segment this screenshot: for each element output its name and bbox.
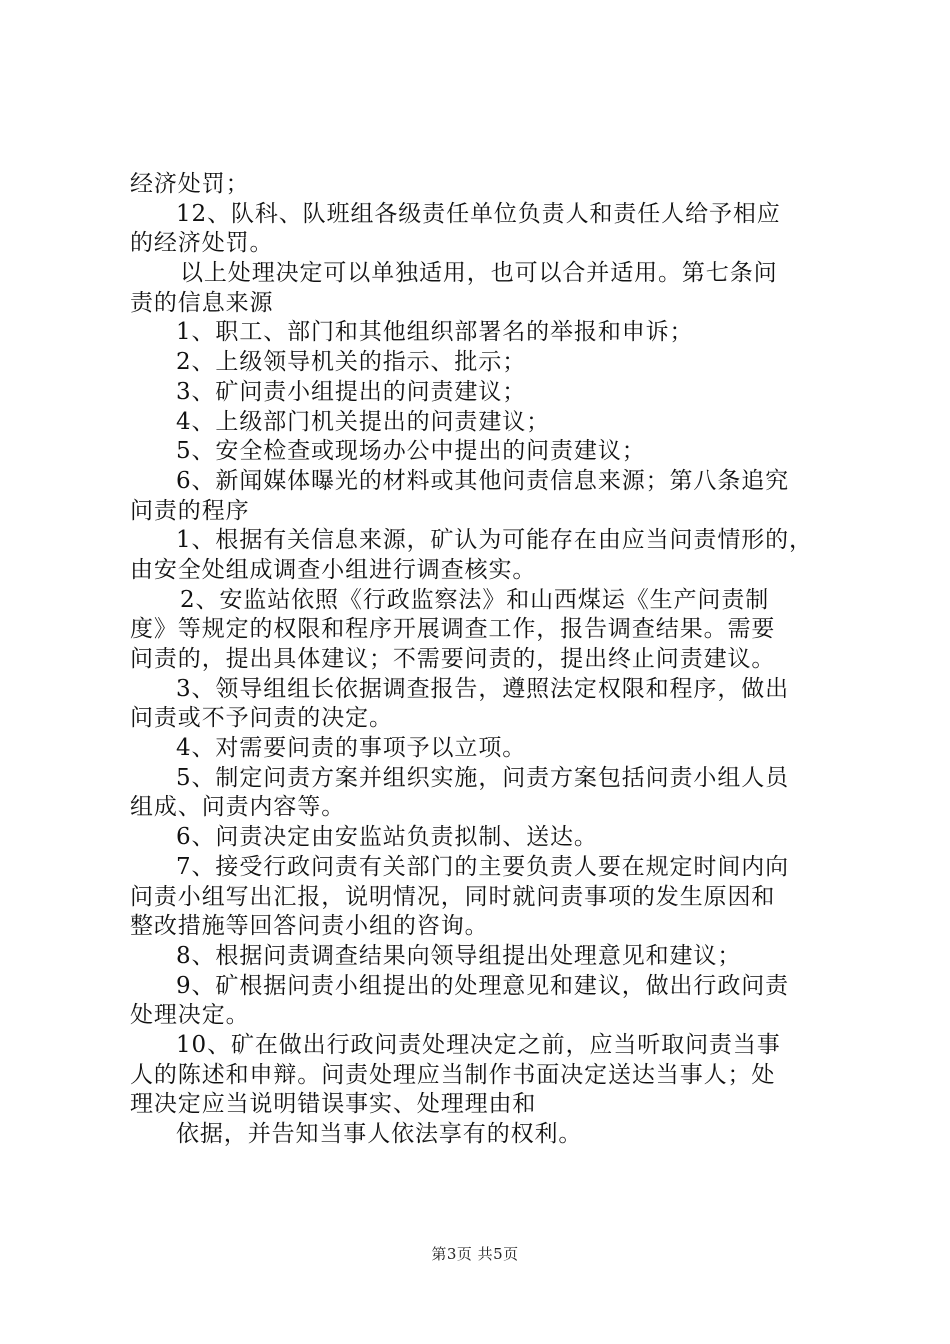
page-number: 第3页 共5页 <box>431 1245 519 1263</box>
text-line: 理决定应当说明错误事实、处理理由和 <box>130 1091 537 1118</box>
text-line: 问责小组写出汇报，说明情况，同时就问责事项的发生原因和 <box>130 883 776 910</box>
text-line: 组成、问责内容等。 <box>130 794 346 821</box>
text-line: 处理决定。 <box>130 1002 250 1029</box>
text-line: 4、对需要问责的事项予以立项。 <box>176 735 527 762</box>
text-line: 由安全处组成调查小组进行调查核实。 <box>130 556 537 583</box>
text-line: 12、队科、队班组各级责任单位负责人和责任人给予相应 <box>176 200 781 227</box>
text-line: 问责或不予问责的决定。 <box>130 705 393 732</box>
text-line: 问责的程序 <box>130 497 250 524</box>
text-line: 6、新闻媒体曝光的材料或其他问责信息来源；第八条追究 <box>176 467 790 494</box>
text-line: 5、制定问责方案并组织实施，问责方案包括问责小组人员 <box>176 764 790 791</box>
text-line: 问责的，提出具体建议；不需要问责的，提出终止问责建议。 <box>130 646 776 672</box>
text-line: 6、问责决定由安监站负责拟制、送达。 <box>176 824 598 851</box>
text-line: 度》等规定的权限和程序开展调查工作，报告调查结果。需要 <box>130 616 776 643</box>
text-line: 依据，并告知当事人依法享有的权利。 <box>176 1121 583 1147</box>
text-line: 5、安全检查或现场办公中提出的问责建议； <box>176 438 646 465</box>
text-line: 责的信息来源 <box>130 289 274 316</box>
document-body <box>130 170 840 1150</box>
text-line: 整改措施等回答问责小组的咨询。 <box>130 913 489 940</box>
text-line: 9、矿根据问责小组提出的处理意见和建议，做出行政问责 <box>176 972 790 999</box>
text-line: 1、根据有关信息来源，矿认为可能存在由应当问责情形的， <box>176 527 813 554</box>
text-line: 3、领导组组长依据调查报告，遵照法定权限和程序，做出 <box>176 675 790 702</box>
text-line: 10、矿在做出行政问责处理决定之前，应当听取问责当事 <box>176 1031 781 1058</box>
text-line: 经济处罚； <box>130 171 250 197</box>
text-line: 2、上级领导机关的指示、批示； <box>176 349 527 376</box>
text-line: 4、上级部门机关提出的问责建议； <box>176 408 551 435</box>
text-line: 7、接受行政问责有关部门的主要负责人要在规定时间内向 <box>176 853 790 880</box>
text-line: 2、安监站依照《行政监察法》和山西煤运《生产问责制 <box>180 586 770 613</box>
text-line: 的经济处罚。 <box>130 230 274 257</box>
text-line: 8、根据问责调查结果向领导组提出处理意见和建议； <box>176 942 742 969</box>
text-line: 3、矿问责小组提出的问责建议； <box>176 378 527 405</box>
text-line: 1、职工、部门和其他组织部署名的举报和申诉； <box>176 319 694 346</box>
text-line: 以上处理决定可以单独适用，也可以合并适用。第七条问 <box>180 260 778 287</box>
text-line: 人的陈述和申辩。问责处理应当制作书面决定送达当事人；处 <box>130 1061 776 1088</box>
